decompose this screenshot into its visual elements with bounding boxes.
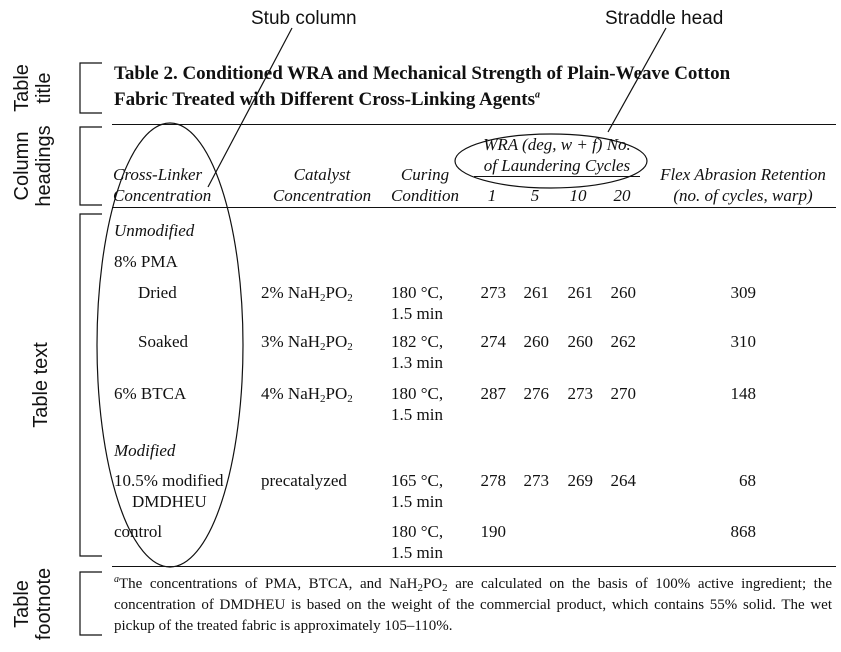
straddle-head-callout: Straddle head	[605, 8, 724, 29]
footnote-bracket	[80, 572, 102, 635]
header-catalyst: Catalyst Concentration	[272, 165, 372, 205]
row-dried-c20: 260	[610, 283, 636, 302]
row-dried-c5: 261	[523, 283, 549, 302]
header-cycle-20: 20	[613, 186, 631, 205]
row-soaked-flex: 310	[730, 332, 756, 351]
side-label-table-footnote: Table footnote	[11, 567, 55, 641]
row-soaked-curing: 182 °C, 1.3 min	[391, 332, 444, 372]
straddle-head: WRA (deg, w + f) No. of Laundering Cycles	[483, 135, 631, 175]
group-pma: 8% PMA	[114, 252, 178, 271]
rule-top	[112, 124, 836, 125]
row-dmdheu-stub: 10.5% modified DMDHEU	[114, 471, 224, 511]
rule-header-bottom	[112, 207, 836, 208]
row-dried-stub: Dried	[138, 283, 177, 302]
headings-bracket	[80, 127, 102, 205]
title-bracket	[80, 63, 102, 113]
row-btca-c5: 276	[523, 384, 549, 403]
row-control-flex: 868	[730, 522, 756, 541]
row-dried-curing: 180 °C, 1.5 min	[391, 283, 444, 323]
row-dmdheu-c10: 269	[567, 471, 593, 490]
row-control-stub: control	[114, 522, 163, 541]
row-dried-c1: 273	[480, 283, 506, 302]
side-label-column-headings: Column headings	[11, 125, 55, 207]
row-soaked-c20: 262	[610, 332, 636, 351]
row-soaked-stub: Soaked	[138, 332, 189, 351]
table-title	[114, 61, 730, 113]
header-cycle-5: 5	[530, 186, 540, 205]
row-dmdheu-flex: 68	[739, 471, 756, 490]
row-btca-flex: 148	[730, 384, 756, 403]
row-dried-flex: 309	[730, 283, 756, 302]
row-dmdheu-curing: 165 °C, 1.5 min	[391, 471, 444, 511]
side-label-table-text: Table text	[30, 342, 52, 428]
row-btca-c10: 273	[567, 384, 593, 403]
row-soaked-c5: 260	[523, 332, 549, 351]
table-title-line-1: Table 2. Conditioned WRA and Mechanical Strength of Plain-Weave Cotton	[114, 63, 731, 84]
table-footnote: $^a$The concentrations of PMA, BTCA, and $NaH_2PO_2$ are calculated on the basis of 100% active ingredient; the concentration of DMDHEU is based on the weight of the commercial product, which contains 55% solid. The wet pickup of the treated fabric is approximately 105–110%.	[114, 574, 832, 634]
row-soaked-c10: 260	[567, 332, 593, 351]
stub-column-callout: Stub column	[251, 8, 357, 29]
row-btca-c20: 270	[610, 384, 636, 403]
section-unmodified: Unmodified	[114, 221, 195, 240]
row-control-curing: 180 °C, 1.5 min	[391, 522, 444, 562]
rule-straddle	[474, 176, 640, 177]
header-flex: Flex Abrasion Retention (no. of cycles, warp)	[660, 165, 826, 205]
header-curing: Curing Condition	[390, 165, 459, 205]
row-dmdheu-c1: 278	[480, 471, 506, 490]
row-btca-curing: 180 °C, 1.5 min	[391, 384, 444, 424]
header-cycle-10: 10	[569, 186, 587, 205]
header-cross-linker: Cross-Linker Concentration	[113, 165, 212, 205]
row-dried-catalyst: 2% $NaH_2PO_2$	[261, 283, 353, 304]
row-dmdheu-c5: 273	[523, 471, 549, 490]
row-soaked-c1: 274	[480, 332, 506, 351]
row-control-c1: 190	[480, 522, 506, 541]
row-dmdheu-c20: 264	[610, 471, 636, 490]
row-dried-c10: 261	[567, 283, 593, 302]
row-btca-c1: 287	[480, 384, 506, 403]
table-title-line-2: Fabric Treated with Different Cross-Linking Agents$^a$	[114, 89, 540, 110]
side-label-table-title: Table title	[11, 64, 55, 112]
rule-bottom	[112, 566, 836, 567]
section-modified: Modified	[114, 441, 176, 460]
row-btca-catalyst: 4% $NaH_2PO_2$	[261, 384, 353, 405]
row-soaked-catalyst: 3% $NaH_2PO_2$	[261, 332, 353, 353]
header-cycle-1: 1	[487, 186, 497, 205]
row-btca-stub: 6% BTCA	[114, 384, 187, 403]
row-dmdheu-catalyst: precatalyzed	[261, 471, 347, 490]
